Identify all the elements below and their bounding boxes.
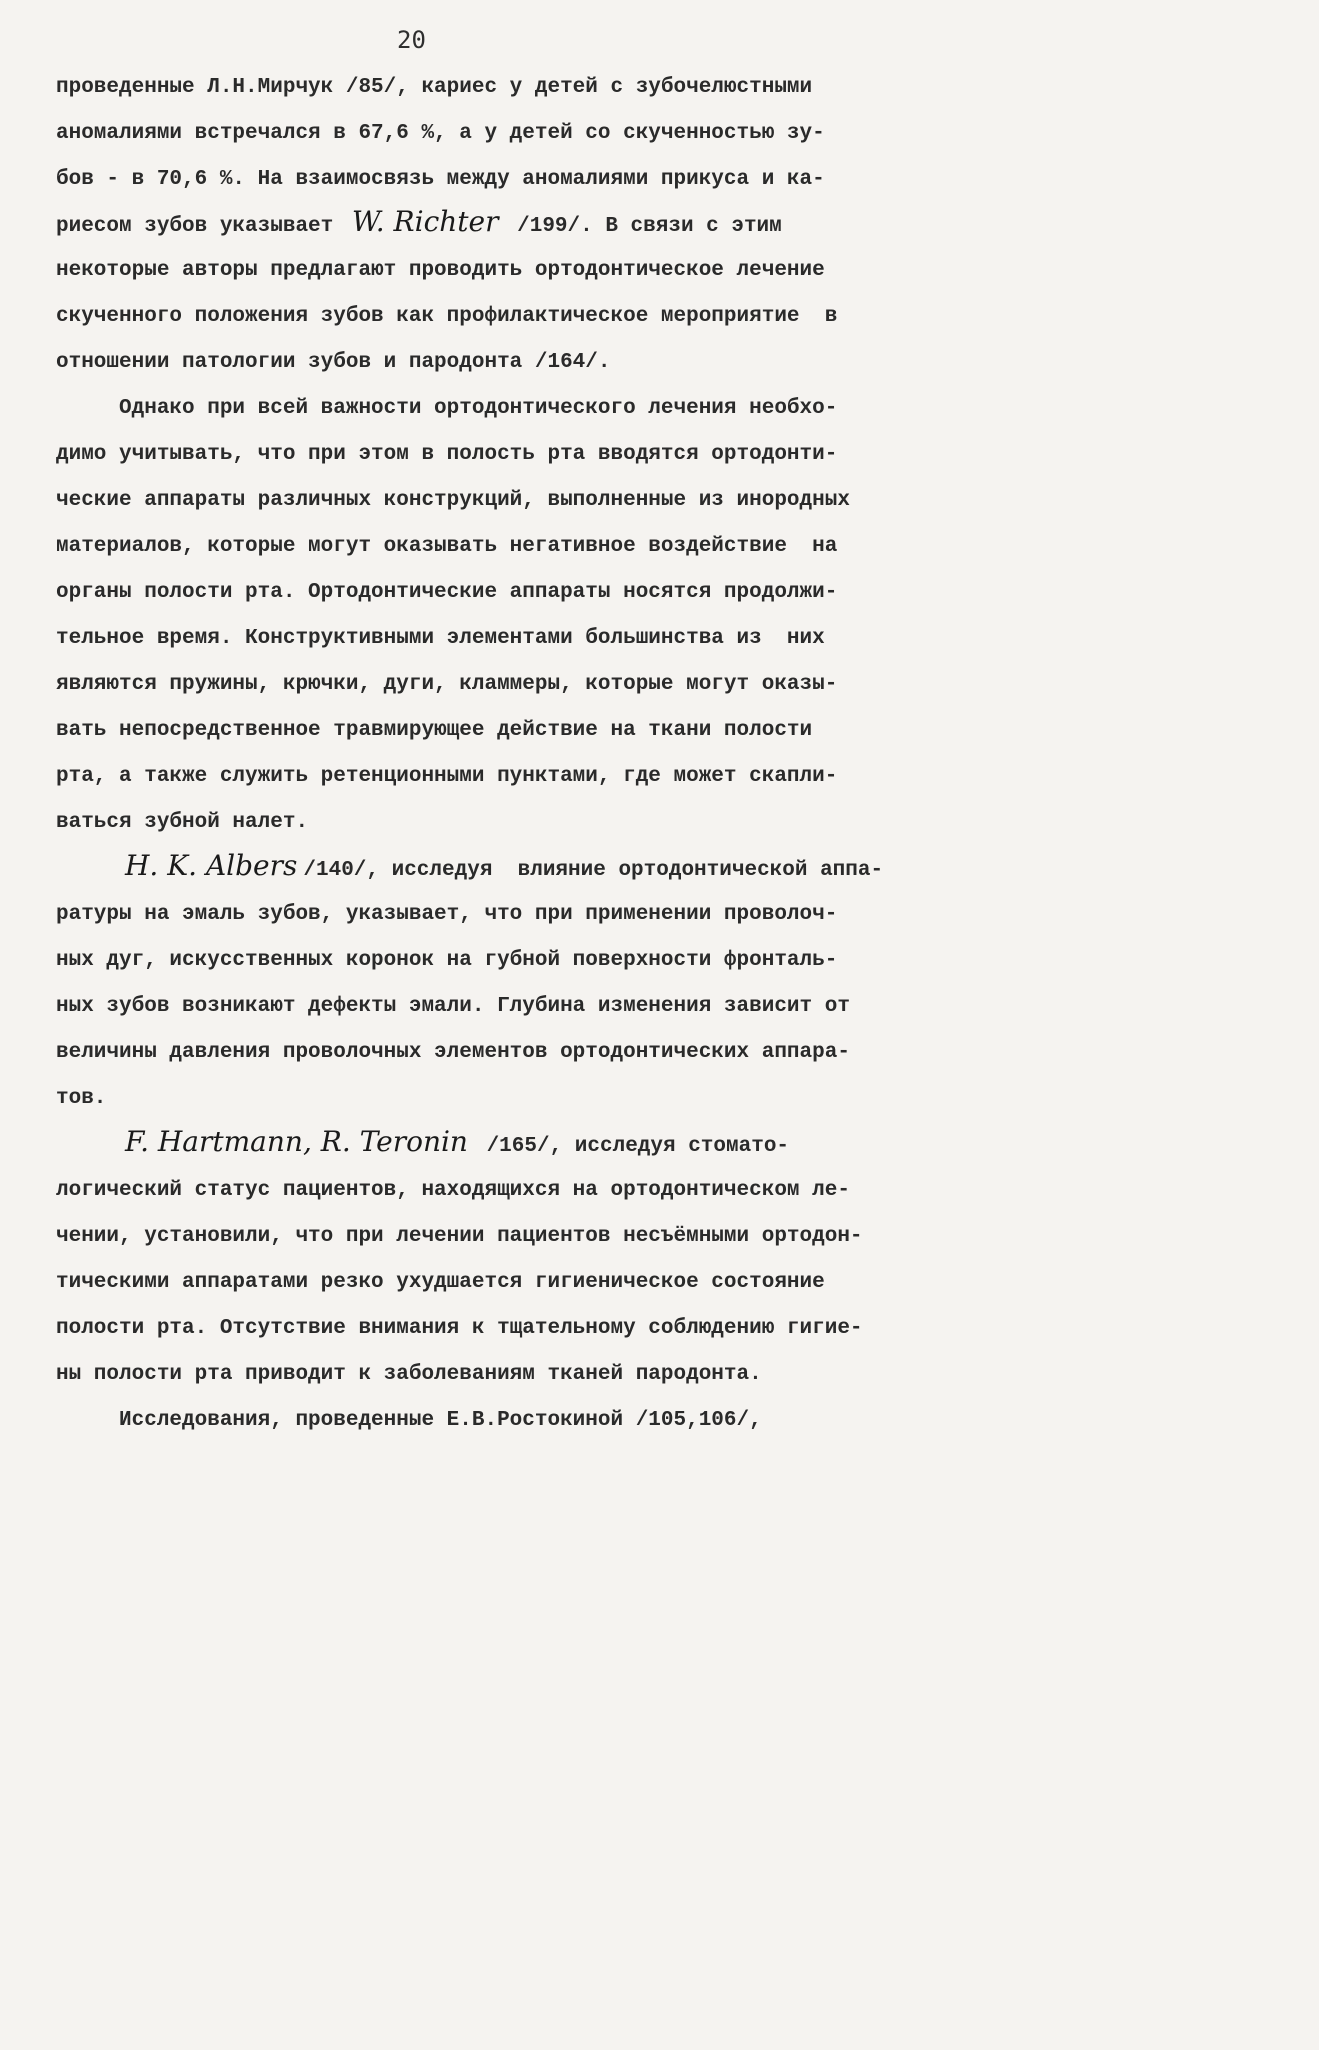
handwritten-author-name: H. K. Albers [125,849,298,882]
text-fragment: /165/, исследуя стомато- [473,1135,790,1158]
text-line: органы полости рта. Ортодонтические аппараты носятся продолжи- [56,581,838,604]
text-line: тельное время. Конструктивными элементами большинства из них [56,627,825,650]
text-line: ческие аппараты различных конструкций, выполненные из инородных [56,489,850,512]
text-fragment: риесом зубов указывает [56,215,346,238]
text-line: димо учитывать, что при этом в полость рта вводятся ортодонти- [56,443,838,466]
text-line: проведенные Л.Н.Мирчук /85/, кариес у детей с зубочелюстными [56,76,813,99]
text-line: тическими аппаратами резко ухудшается гигиеническое состояние [56,1271,825,1294]
text-line: рта, а также служить ретенционными пунктами, где может скапли- [56,765,838,788]
text-line: полости рта. Отсутствие внимания к тщательному соблюдению гигие- [56,1317,863,1340]
text-line: ратуры на эмаль зубов, указывает, что при применении проволоч- [56,903,838,926]
text-fragment: /199/. В связи с этим [504,215,782,238]
text-line: аномалиями встречался в 67,6 %, а у детей со скученностью зу- [56,122,825,145]
text-line-with-signature [56,205,782,241]
text-line: чении, установили, что при лечении пациентов несъёмными ортодон- [56,1225,863,1248]
text-line: скученного положения зубов как профилактическое мероприятие в [56,305,838,328]
text-line: отношении патологии зубов и пародонта /164/. [56,351,611,374]
text-line: ваться зубной налет. [56,811,309,834]
text-line-with-signature [56,849,884,885]
text-line: ных зубов возникают дефекты эмали. Глубина изменения зависит от [56,995,850,1018]
text-line: Однако при всей важности ортодонтического лечения необхо- [56,397,838,420]
text-line: величины давления проволочных элементов ортодонтических аппара- [56,1041,850,1064]
handwritten-author-name: W. Richter [351,205,499,238]
text-line: ных дуг, искусственных коронок на губной поверхности фронталь- [56,949,838,972]
text-line-with-signature [56,1125,790,1161]
text-line: ны полости рта приводит к заболеваниям тканей пародонта. [56,1363,762,1386]
text-line: являются пружины, крючки, дуги, кламмеры, которые могут оказы- [56,673,838,696]
text-fragment [56,1135,119,1158]
text-line: логический статус пациентов, находящихся на ортодонтическом ле- [56,1179,850,1202]
text-line: Исследования, проведенные Е.В.Ростокиной /105,106/, [56,1409,762,1432]
text-fragment: /140/, исследуя влияние ортодонтической аппа- [303,859,884,882]
text-line: тов. [56,1087,107,1110]
text-line: вать непосредственное травмирующее действие на ткани полости [56,719,813,742]
text-fragment [56,859,119,882]
text-line: некоторые авторы предлагают проводить ортодонтическое лечение [56,259,825,282]
page-number: 20 [397,26,426,54]
text-line: бов - в 70,6 %. На взаимосвязь между аномалиями прикуса и ка- [56,168,825,191]
handwritten-author-name: F. Hartmann, R. Teronin [125,1125,468,1158]
text-line: материалов, которые могут оказывать негативное воздействие на [56,535,838,558]
